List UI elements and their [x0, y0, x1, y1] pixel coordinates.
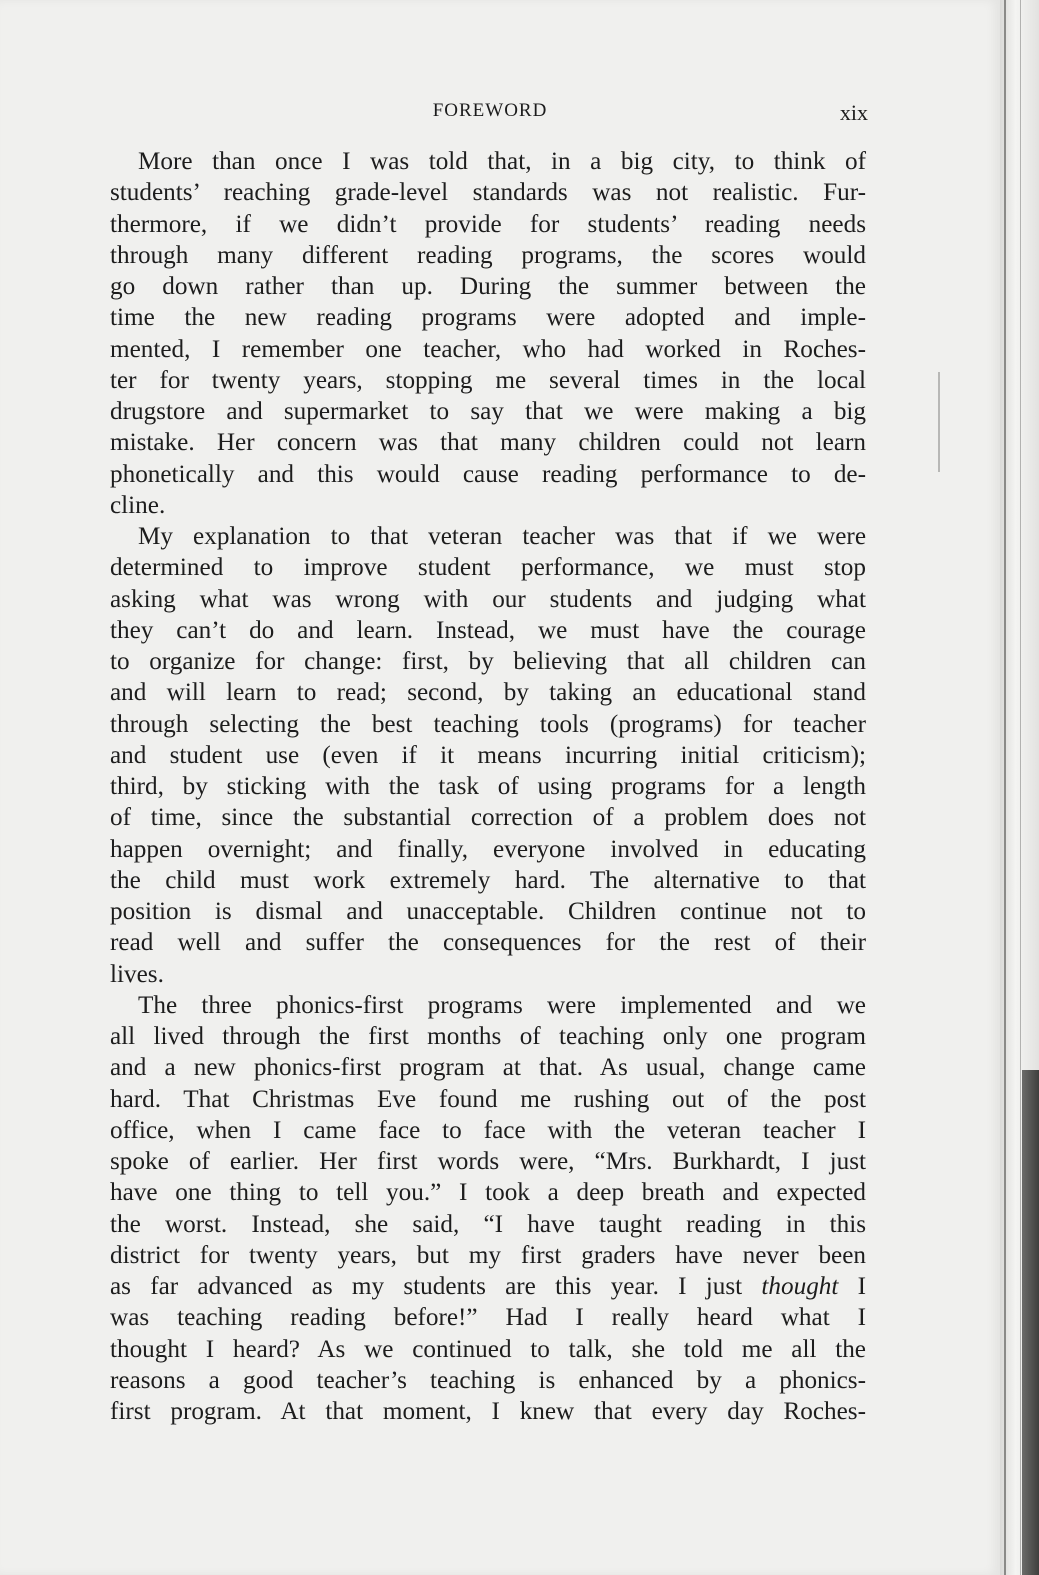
text-line: mented, I remember one teacher, who had worked in Roches-	[110, 335, 866, 363]
body-text	[110, 146, 866, 1427]
text-line: district for twenty years, but my first graders have never been	[110, 1241, 866, 1269]
text-line: More than once I was told that, in a big city, to think of	[138, 148, 866, 175]
text-line: was teaching reading before!” Had I really heard what I	[110, 1304, 866, 1332]
text-line: cline.	[110, 491, 166, 519]
page-header	[112, 100, 868, 130]
paragraph-2	[110, 521, 866, 990]
running-head: FOREWORD	[432, 100, 548, 121]
page-edge-line-inner	[1020, 0, 1021, 1575]
paragraph-3	[110, 990, 866, 1428]
text-line: thermore, if we didn’t provide for students’ reading needs	[110, 210, 866, 238]
text-line: third, by sticking with the task of using programs for a length	[110, 773, 866, 800]
text-line: the child must work extremely hard. The alternative to that	[110, 866, 866, 894]
paragraph-1	[110, 146, 866, 521]
text-line: the worst. Instead, she said, “I have taught reading in this	[110, 1210, 866, 1238]
text-line: and student use (even if it means incurring initial criticism);	[110, 741, 866, 769]
text-line: lives.	[110, 960, 164, 988]
text-line: they can’t do and learn. Instead, we must have the courage	[110, 616, 866, 644]
text-line: through selecting the best teaching tools (programs) for teacher	[110, 710, 866, 738]
book-cover-edge	[1022, 1070, 1039, 1575]
text-line: all lived through the first months of teaching only one program	[110, 1023, 866, 1050]
text-line: reasons a good teacher’s teaching is enhanced by a phonics-	[110, 1366, 866, 1394]
scan-mark	[938, 372, 940, 472]
text-line: position is dismal and unacceptable. Children continue not to	[110, 898, 866, 925]
text-line: drugstore and supermarket to say that we were making a big	[110, 398, 866, 425]
emphasis: thought	[761, 1273, 839, 1300]
text-line: mistake. Her concern was that many children could not learn	[110, 429, 866, 457]
text-line: and will learn to read; second, by taking an educational stand	[110, 679, 866, 707]
text-line: happen overnight; and finally, everyone involved in educating	[110, 835, 866, 863]
page-number: xix	[839, 100, 868, 125]
text-line: read well and suffer the consequences for the rest of their	[110, 929, 866, 957]
text-line: students’ reaching grade-level standards was not realistic. Fur-	[110, 179, 866, 207]
text-line: asking what was wrong with our students and judging what	[110, 585, 866, 613]
text-line: time the new reading programs were adopted and imple-	[110, 304, 866, 332]
text-line: office, when I came face to face with the veteran teacher I	[110, 1116, 866, 1144]
text-line: to organize for change: first, by believing that all children can	[110, 648, 866, 675]
text-line: spoke of earlier. Her first words were, “Mrs. Burkhardt, I just	[110, 1148, 866, 1175]
page-edge-line	[1004, 0, 1006, 1575]
text-line: first program. At that moment, I knew that every day Roches-	[110, 1398, 866, 1425]
text-line: hard. That Christmas Eve found me rushing out of the post	[110, 1085, 866, 1113]
text-line: phonetically and this would cause reading performance to de-	[110, 460, 866, 488]
text-line: and a new phonics-first program at that. As usual, change came	[110, 1054, 866, 1082]
text-line: have one thing to tell you.” I took a deep breath and expected	[110, 1179, 866, 1207]
text-line: My explanation to that veteran teacher was that if we were	[138, 523, 866, 550]
text-line: as far advanced as my students are this year. I just thought I	[110, 1273, 867, 1300]
text-line: go down rather than up. During the summer between the	[110, 273, 866, 300]
text-line: ter for twenty years, stopping me several times in the local	[110, 366, 866, 394]
text-line: determined to improve student performance, we must stop	[110, 554, 866, 582]
text-line: thought I heard? As we continued to talk, she told me all the	[110, 1335, 866, 1363]
text-line: of time, since the substantial correction of a problem does not	[110, 804, 866, 832]
text-line: through many different reading programs, the scores would	[110, 241, 866, 269]
text-line: The three phonics-first programs were implemented and we	[138, 991, 866, 1019]
